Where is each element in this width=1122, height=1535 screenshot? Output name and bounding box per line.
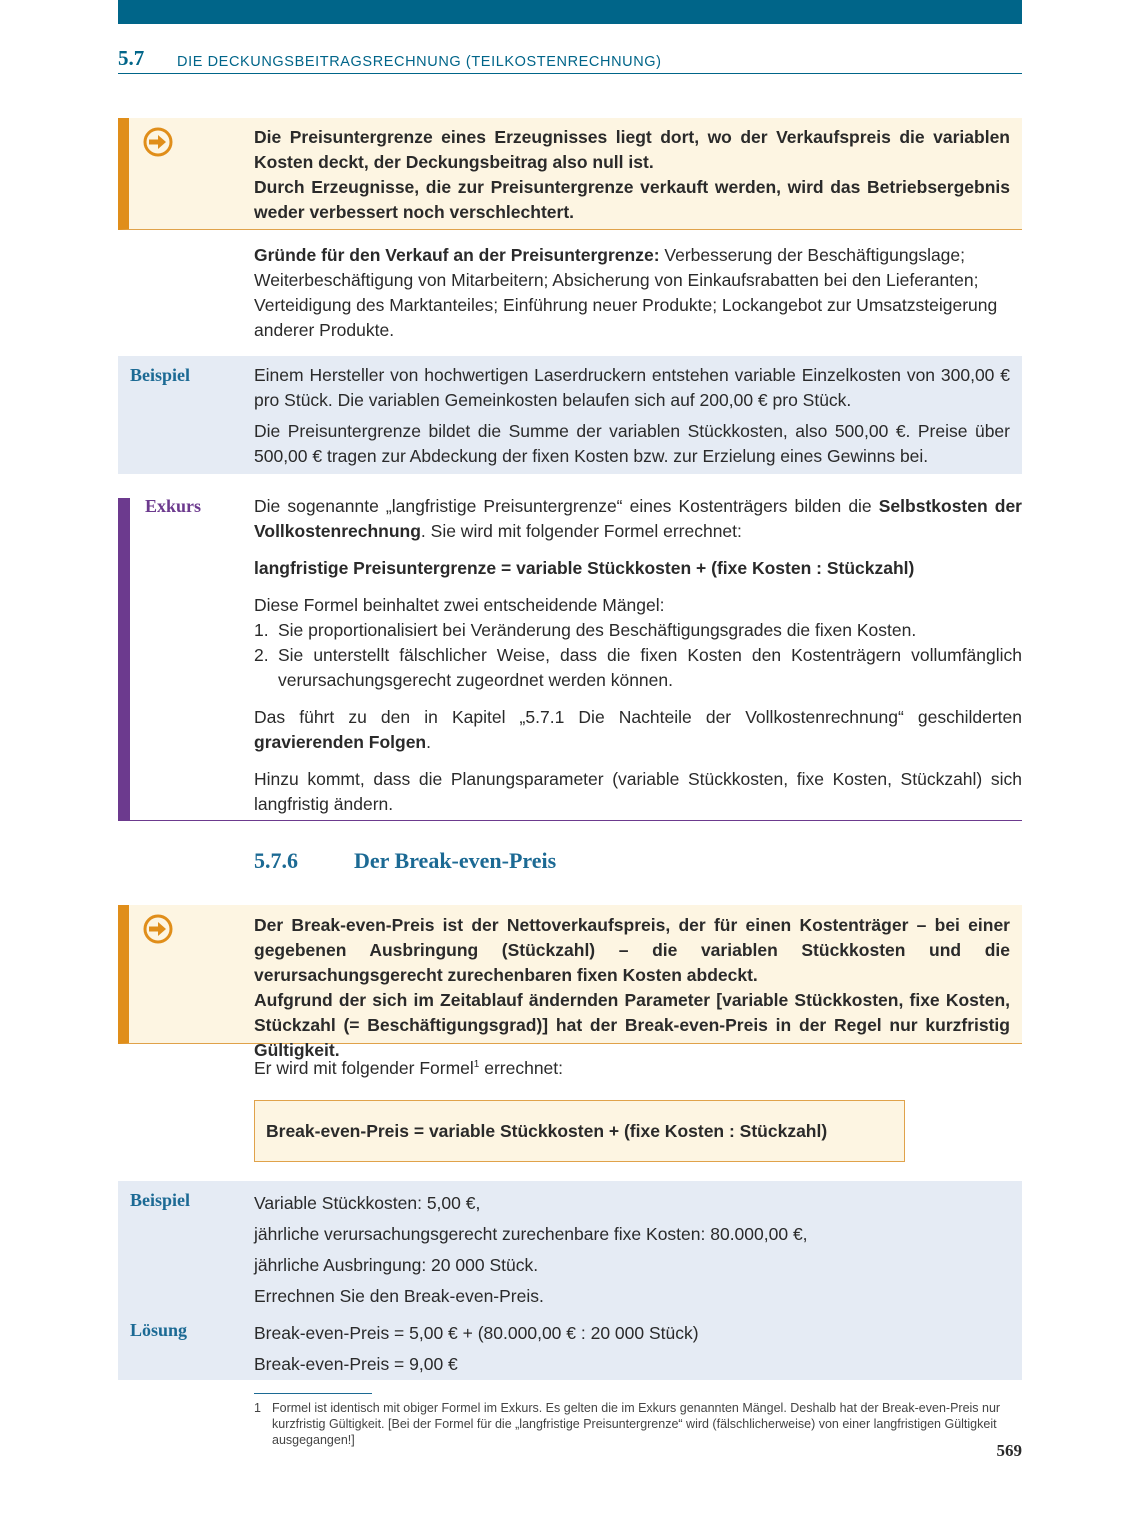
gruende-text: Verbesserung der Beschäftigungslage; Weiterbeschäftigung von Mitarbeitern; Absicherung von Einkaufsrabatten bei den Lieferanten; Verteidigung des Marktanteiles; Einführung neuer Produkte; Lockangebot zur Umsatzsteigerung anderer Produkte.: [254, 245, 998, 340]
section-title: Der Break-even-Preis: [354, 848, 557, 873]
page-number: 569: [996, 1441, 1022, 1460]
header-rule: [118, 73, 1022, 74]
footnote-rule: [254, 1393, 372, 1394]
section-number: 5.7.6: [254, 848, 298, 873]
formula-intro: Er wird mit folgender Formel$^1$ errechnet:: [254, 1058, 564, 1078]
loesung-line: Break-even-Preis = 9,00 €: [254, 1354, 458, 1374]
info-box-text: [254, 125, 1010, 225]
list-item: 1. Sie proportionalisiert bei Veränderung des Beschäftigungsgrades die fixen Kosten.: [254, 620, 917, 640]
loesung-label: Lösung: [130, 1320, 188, 1340]
exkurs-paragraph: Hinzu kommt, dass die Planungsparameter (variable Stückkosten, fixe Kosten, Stückzahl) sich langfristig ändern.: [254, 769, 1022, 814]
exkurs-bar: [118, 498, 130, 821]
beispiel-line: jährliche verursachungsgerecht zurechenbare fixe Kosten: 80.000,00 €,: [254, 1224, 808, 1244]
footnote-ref: 1: [473, 1059, 480, 1071]
break-even-formula: Break-even-Preis = variable Stückkosten + (fixe Kosten : Stückzahl): [266, 1121, 828, 1141]
beispiel-line: Errechnen Sie den Break-even-Preis.: [254, 1286, 544, 1306]
header-bar: [118, 0, 1022, 24]
beispiel-line: jährliche Ausbringung: 20 000 Stück.: [254, 1255, 539, 1275]
exkurs-text: [254, 494, 1022, 817]
info-paragraph: Der Break-even-Preis ist der Nettoverkaufspreis, der für einen Kostenträger – bei einer gegebenen Ausbringung (Stückzahl) – die variablen Stückkosten und die verursachungsgerecht zurechenbaren fixen Kosten abdeckt.: [254, 915, 1010, 985]
arrow-right-circle-icon: [143, 914, 173, 944]
beispiel-paragraph: Einem Hersteller von hochwertigen Laserdruckern entstehen variable Einzelkosten von 300,00 € pro Stück. Die variablen Gemeinkosten belaufen sich auf 200,00 € pro Stück.: [254, 365, 1010, 410]
beispiel-label: Beispiel: [130, 365, 191, 385]
footnote-number: 1: [254, 1401, 261, 1415]
info-paragraph: Durch Erzeugnisse, die zur Preisuntergrenze verkauft werden, wird das Betriebsergebnis weder verbessert noch verschlechtert.: [254, 177, 1010, 222]
maengel-list: [254, 618, 1022, 693]
arrow-right-circle-icon: [143, 127, 173, 157]
loesung-lines: [254, 1318, 1022, 1380]
footnote: [254, 1400, 1022, 1448]
exkurs-paragraph: Die sogenannte „langfristige Preisuntergrenze“ eines Kostenträgers bilden die Selbstkosten der Vollkostenrechnung. Sie wird mit folgender Formel errechnet:: [254, 496, 1022, 541]
beispiel-paragraph: Die Preisuntergrenze bildet die Summe der variablen Stückkosten, also 500,00 €. Preise über 500,00 € tragen zur Abdeckung der fixen Kosten bzw. zur Erzielung eines Gewinns bei.: [254, 421, 1010, 466]
info-paragraph: Aufgrund der sich im Zeitablauf ändernden Parameter [variable Stückkosten, fixe Kosten, Stückzahl (= Beschäftigungsgrad)] hat der Break-even-Preis in der Regel nur kurzfristig Gültigkeit.: [254, 990, 1010, 1060]
exkurs-paragraph: Diese Formel beinhaltet zwei entscheidende Mängel:: [254, 595, 665, 615]
beispiel-text: [254, 363, 1010, 469]
beispiel-line: Variable Stückkosten: 5,00 €,: [254, 1193, 481, 1213]
gruende-lead: Gründe für den Verkauf an der Preisuntergrenze:: [254, 245, 660, 265]
list-item: 2. Sie unterstellt fälschlicher Weise, dass die fixen Kosten den Kostenträgern vollumfänglich verursachungsgerecht zugeordnet werden können.: [254, 645, 1022, 690]
beispiel-lines: [254, 1188, 1022, 1312]
gruende-paragraph: [254, 243, 1022, 343]
exkurs-formula: langfristige Preisuntergrenze = variable Stückkosten + (fixe Kosten : Stückzahl): [254, 558, 915, 578]
chapter-number: 5.7: [118, 46, 145, 70]
beispiel-label: Beispiel: [130, 1190, 191, 1210]
chapter-title: DIE DECKUNGSBEITRAGSRECHNUNG (TEILKOSTENRECHNUNG): [177, 54, 662, 70]
info-box-text: [254, 913, 1010, 1063]
footnote-text: Formel ist identisch mit obiger Formel im Exkurs. Es gelten die im Exkurs genannten Mängel. Deshalb hat der Break-even-Preis nur kurzfristig Gültigkeit. [Bei der Formel für die „langfristige Preisuntergrenze“ wird (fälschlicherweise) von einer langfristigen Gültigkeit ausgegangen!]: [272, 1401, 1001, 1447]
loesung-line: Break-even-Preis = 5,00 € + (80.000,00 € : 20 000 Stück): [254, 1323, 699, 1343]
exkurs-label: Exkurs: [145, 496, 202, 516]
exkurs-paragraph: Das führt zu den in Kapitel „5.7.1 Die Nachteile der Vollkostenrechnung“ geschilderten gravierenden Folgen.: [254, 707, 1022, 752]
exkurs-rule: [130, 820, 1022, 821]
info-paragraph: Die Preisuntergrenze eines Erzeugnisses liegt dort, wo der Verkaufspreis die variablen Kosten deckt, der Deckungsbeitrag also null ist.: [254, 127, 1010, 172]
